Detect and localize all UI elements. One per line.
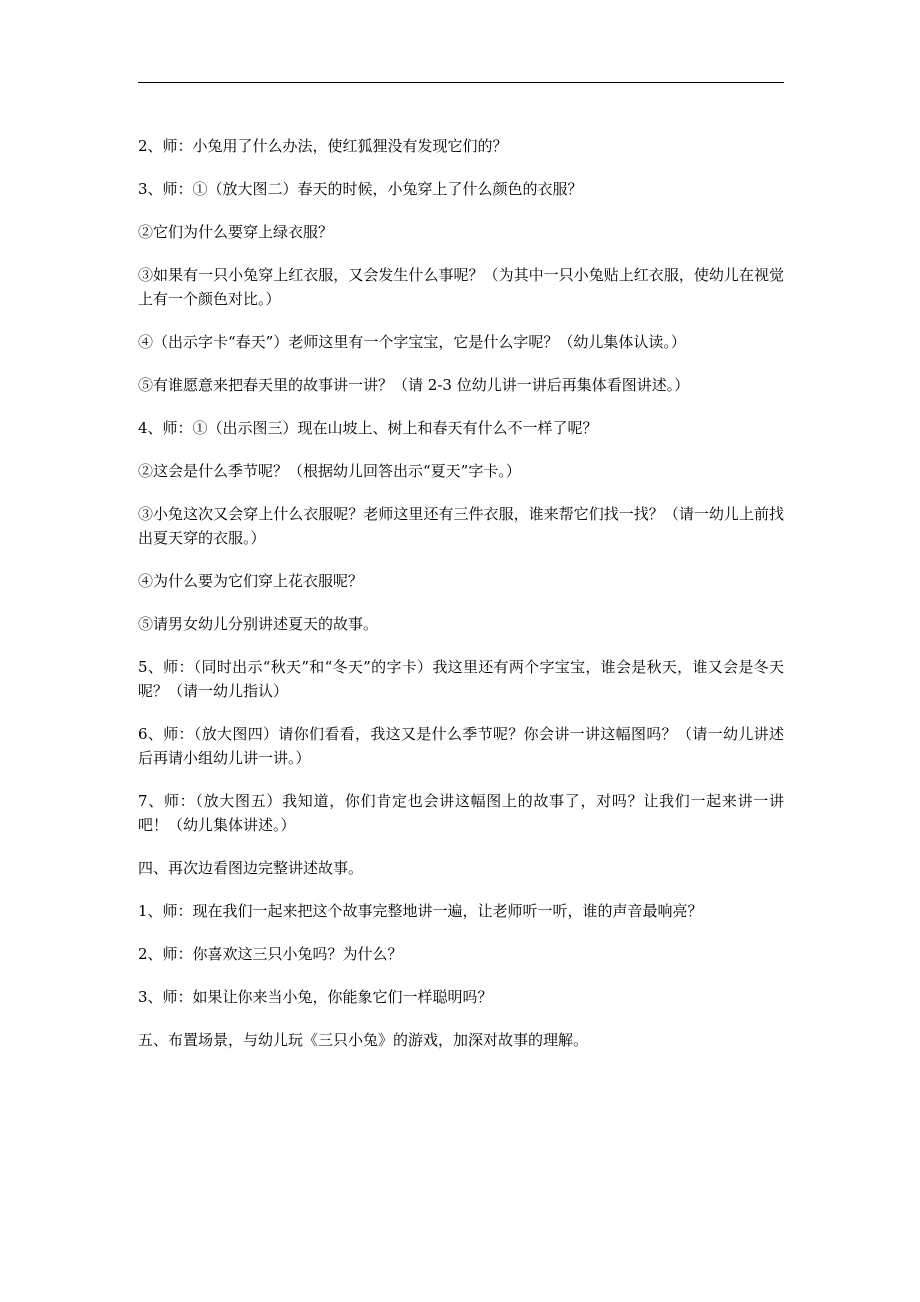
paragraph: 6、师：（放大图四）请你们看看，我这又是什么季节呢？你会讲一讲这幅图吗？（请一幼儿讲述后再请小组幼儿讲一讲。）	[138, 725, 784, 767]
paragraph: ④（出示字卡“春天”）老师这里有一个字宝宝，它是什么字呢？（幼儿集体认读。）	[138, 333, 686, 351]
paragraph: ③如果有一只小兔穿上红衣服，又会发生什么事呢？（为其中一只小兔贴上红衣服，使幼儿在视觉上有一个颜色对比。）	[138, 266, 784, 308]
paragraph: ②这会是什么季节呢？（根据幼儿回答出示“夏天”字卡。）	[138, 462, 521, 480]
paragraph: ⑤有谁愿意来把春天里的故事讲一讲？（请 2-3 位幼儿讲一讲后再集体看图讲述。）	[138, 376, 690, 394]
paragraph: 7、师：（放大图五）我知道，你们肯定也会讲这幅图上的故事了，对吗？让我们一起来讲一讲吧！（幼儿集体讲述。）	[138, 792, 784, 834]
paragraph: ③小兔这次又会穿上什么衣服呢？老师这里还有三件衣服，谁来帮它们找一找？（请一幼儿上前找出夏天穿的衣服。）	[138, 505, 784, 547]
paragraph: 2、师：你喜欢这三只小兔吗？为什么？	[138, 945, 403, 963]
paragraph: 3、师：①（放大图二）春天的时候，小兔穿上了什么颜色的衣服？	[138, 180, 583, 198]
paragraph: 1、师：现在我们一起来把这个故事完整地讲一遍，让老师听一听，谁的声音最响亮？	[138, 902, 703, 920]
paragraph: 2、师：小兔用了什么办法，使红狐狸没有发现它们的？	[138, 137, 508, 155]
paragraph: 4、师：①（出示图三）现在山坡上、树上和春天有什么不一样了呢？	[138, 419, 598, 437]
section-heading: 四、再次边看图边完整讲述故事。	[138, 859, 364, 877]
paragraph: ④为什么要为它们穿上花衣服呢？	[138, 572, 364, 590]
header-rule	[138, 82, 784, 83]
paragraph: ②它们为什么要穿上绿衣服？	[138, 223, 334, 241]
document-body	[138, 134, 784, 1071]
paragraph: 5、师：（同时出示“秋天”和“冬天”的字卡）我这里还有两个字宝宝，谁会是秋天，谁又会是冬天呢？（请一幼儿指认）	[138, 658, 784, 700]
paragraph: ⑤请男女幼儿分别讲述夏天的故事。	[138, 615, 379, 633]
section-heading: 五、布置场景，与幼儿玩《三只小兔》的游戏，加深对故事的理解。	[138, 1031, 589, 1049]
paragraph: 3、师：如果让你来当小兔，你能象它们一样聪明吗？	[138, 988, 493, 1006]
